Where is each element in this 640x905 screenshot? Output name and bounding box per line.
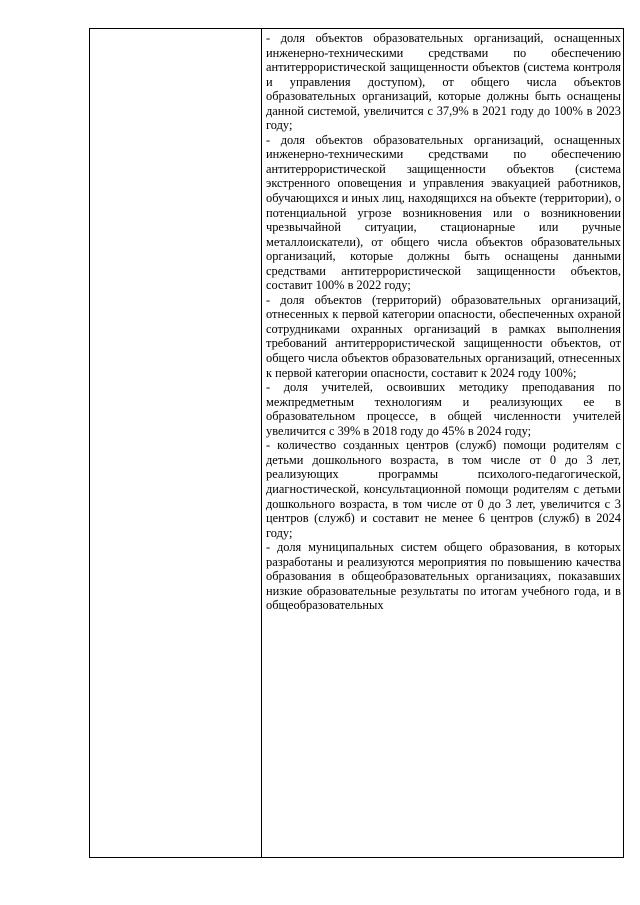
table-right-cell (262, 29, 623, 857)
list-item: - доля учителей, освоивших методику преподавания по межпредметным технологиям и реализующих ее в образовательном процессе, в общей численности учителей увеличится с 39% в 2018 году до 45% в 2024 году; (266, 380, 621, 438)
list-item: - доля объектов образовательных организаций, оснащенных инженерно-техническими средствами по обеспечению антитеррористической защищенности объектов (система экстренного оповещения и управления эвакуацией работников, обучающихся и иных лиц, находящихся на объекте (территории), о потенциальной угрозе возникновения или о возникновении чрезвычайной ситуации, стационарные или ручные металлоискатели), от общего числа объектов образовательных организаций, которые должны быть оснащены данными средствами антитеррористической защищенности объектов, составит 100% в 2022 году; (266, 132, 621, 293)
list-item: - доля объектов образовательных организаций, оснащенных инженерно-техническими средствами по обеспечению антитеррористической защищенности объектов (система контроля и управления доступом), от общего числа объектов образовательных организаций, которые должны быть оснащены данной системой, увеличится с 37,9% в 2021 году до 100% в 2023 году; (266, 31, 621, 133)
list-item: - доля объектов (территорий) образовательных организаций, отнесенных к первой категории опасности, обеспеченных охраной сотрудниками охранных организаций в рамках выполнения требований антитеррористической защищенности объектов, от общего числа объектов образовательных организаций, отнесенных к первой категории опасности, составит к 2024 году 100%; (266, 292, 621, 380)
list-item: - доля муниципальных систем общего образования, в которых разработаны и реализуются мероприятия по повышению качества образования в общеобразовательных организациях, показавших низкие образовательные результаты по итогам учебного года, и в общеобразовательных (266, 540, 621, 613)
document-table (89, 28, 624, 858)
table-left-cell (90, 29, 262, 857)
indicator-list (262, 29, 623, 613)
list-item: - количество созданных центров (служб) помощи родителям с детьми дошкольного возраста, в том числе от 0 до 3 лет, реализующих программы психолого-педагогической, диагностической, консультационной помощи родителям с детьми дошкольного возраста, в том числе от 0 до 3 лет, увеличится с 3 центров (служб) и составит не менее 6 центров (служб) в 2024 году; (266, 438, 621, 540)
